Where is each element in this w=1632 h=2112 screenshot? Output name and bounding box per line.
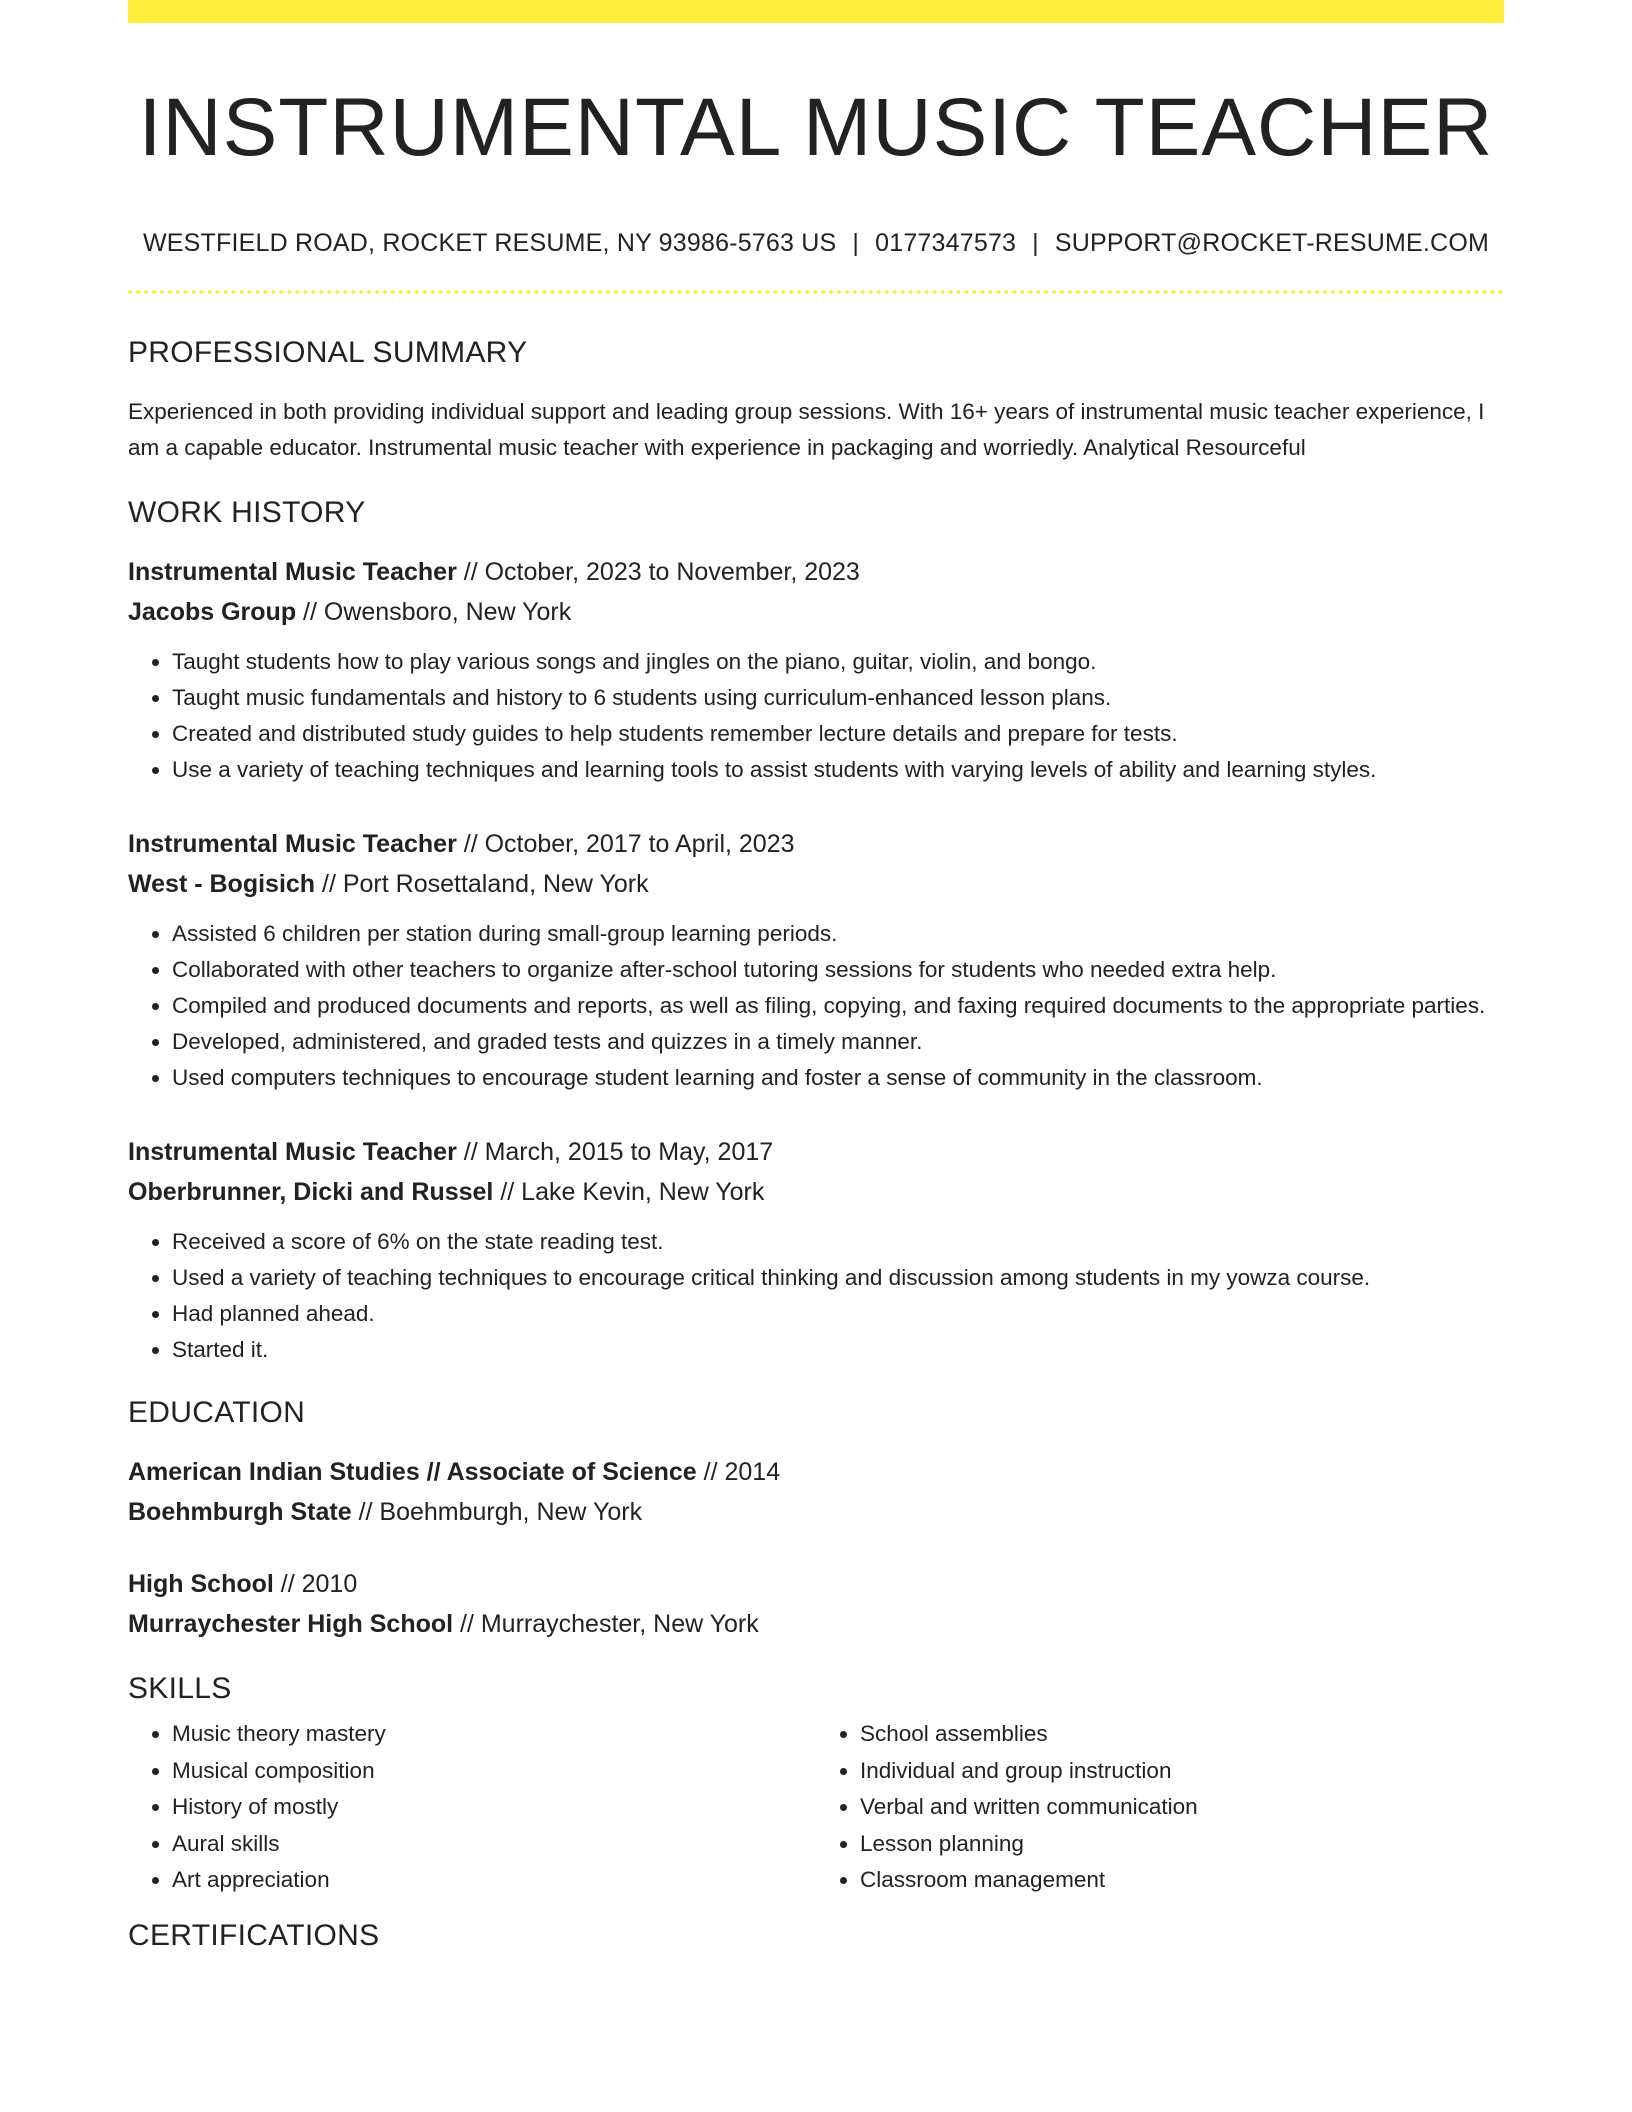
section-heading: EDUCATION <box>128 1396 306 1430</box>
contact-email: SUPPORT@ROCKET-RESUME.COM <box>1054 229 1489 258</box>
professional-summary-section <box>128 336 1504 466</box>
education-year: // 2014 <box>696 1458 781 1487</box>
skill-item: • Aural skills <box>172 1826 816 1863</box>
skill-item: • History of mostly <box>172 1789 816 1826</box>
skill-item: • School assemblies <box>860 1716 1504 1753</box>
list-item: • Use a variety of teaching techniques and learning tools to assist students with varying levels of ability and learning styles. <box>172 752 1504 788</box>
job-entry <box>128 552 1504 788</box>
skill-item: • Verbal and written communication <box>860 1789 1504 1826</box>
job-company: Jacobs Group <box>128 598 297 627</box>
skills-columns <box>128 1716 1504 1899</box>
job-title-line <box>128 552 1504 592</box>
skill-item: • Lesson planning <box>860 1826 1504 1863</box>
list-item: • Had planned ahead. <box>172 1296 1504 1332</box>
skills-section <box>128 1672 1504 1899</box>
list-item: • Taught students how to play various songs and jingles on the piano, guitar, violin, and bongo. <box>172 644 1504 680</box>
degree: High School <box>128 1570 274 1599</box>
skill-item: • Musical composition <box>172 1753 816 1790</box>
school: Boehmburgh State <box>128 1498 352 1527</box>
list-item: • Used a variety of teaching techniques to encourage critical thinking and discussion among students in my yowza course. <box>172 1260 1504 1296</box>
job-title-line <box>128 1132 1504 1172</box>
section-heading: WORK HISTORY <box>128 496 366 530</box>
job-company-line <box>128 592 1504 632</box>
job-bullets <box>128 1224 1504 1368</box>
job-dates: // October, 2017 to April, 2023 <box>456 830 795 859</box>
resume-title: INSTRUMENTAL MUSIC TEACHER <box>138 82 1494 173</box>
education-entry <box>128 1452 1504 1532</box>
list-item: • Created and distributed study guides to help students remember lecture details and prepare for tests. <box>172 716 1504 752</box>
education-section <box>128 1396 1504 1644</box>
job-dates: // October, 2023 to November, 2023 <box>456 558 860 587</box>
resume-page <box>128 0 1504 1953</box>
list-item: • Assisted 6 children per station during small-group learning periods. <box>172 916 1504 952</box>
education-entry <box>128 1564 1504 1644</box>
skills-list-right <box>816 1716 1504 1899</box>
job-title: Instrumental Music Teacher <box>128 1138 457 1167</box>
section-heading: CERTIFICATIONS <box>128 1918 380 1952</box>
job-location: // Owensboro, New York <box>296 598 572 627</box>
list-item: • Received a score of 6% on the state reading test. <box>172 1224 1504 1260</box>
job-title-line <box>128 824 1504 864</box>
list-item: • Taught music fundamentals and history to 6 students using curriculum-enhanced lesson plans. <box>172 680 1504 716</box>
job-bullets <box>128 644 1504 788</box>
skills-list-left <box>128 1716 816 1899</box>
job-company-line <box>128 1172 1504 1212</box>
job-title: Instrumental Music Teacher <box>128 830 457 859</box>
school: Murraychester High School <box>128 1610 454 1639</box>
job-entry <box>128 824 1504 1096</box>
job-location: // Port Rosettaland, New York <box>315 870 649 899</box>
list-item: • Collaborated with other teachers to organize after-school tutoring sessions for students who needed extra help. <box>172 952 1504 988</box>
school-line <box>128 1492 1504 1532</box>
job-company: West - Bogisich <box>128 870 316 899</box>
skill-item: • Music theory mastery <box>172 1716 816 1753</box>
contact-phone: 0177347573 <box>875 229 1017 258</box>
skill-item: • Classroom management <box>860 1862 1504 1899</box>
list-item: • Compiled and produced documents and reports, as well as filing, copying, and faxing required documents to the appropriate parties. <box>172 988 1504 1024</box>
school-location: // Murraychester, New York <box>453 1610 759 1639</box>
contact-separator: | <box>852 229 860 258</box>
education-year: // 2010 <box>273 1570 358 1599</box>
school-location: // Boehmburgh, New York <box>351 1498 643 1527</box>
contact-line <box>128 229 1504 258</box>
contact-address: WESTFIELD ROAD, ROCKET RESUME, NY 93986-5763 US <box>142 229 837 258</box>
job-dates: // March, 2015 to May, 2017 <box>456 1138 774 1167</box>
section-heading: PROFESSIONAL SUMMARY <box>128 336 528 370</box>
accent-bar <box>128 0 1504 23</box>
job-bullets <box>128 916 1504 1096</box>
skill-item: • Individual and group instruction <box>860 1753 1504 1790</box>
list-item: • Used computers techniques to encourage student learning and foster a sense of community in the classroom. <box>172 1060 1504 1096</box>
work-history-section <box>128 496 1504 1368</box>
list-item: • Started it. <box>172 1332 1504 1368</box>
section-heading: SKILLS <box>128 1672 232 1706</box>
dotted-divider <box>128 290 1504 294</box>
summary-text: Experienced in both providing individual support and leading group sessions. With 16+ years of instrumental music teacher experience, I am a capable educator. Instrumental music teacher with experience in packaging and worriedly. Analytical Resourceful <box>128 399 1485 461</box>
contact-separator: | <box>1032 229 1039 258</box>
list-item: • Developed, administered, and graded tests and quizzes in a timely manner. <box>172 1024 1504 1060</box>
degree-line <box>128 1452 1504 1492</box>
job-title: Instrumental Music Teacher <box>128 558 457 587</box>
school-line <box>128 1604 1504 1644</box>
job-entry <box>128 1132 1504 1368</box>
job-company: Oberbrunner, Dicki and Russel <box>128 1178 494 1207</box>
job-location: // Lake Kevin, New York <box>493 1178 765 1207</box>
degree-line <box>128 1564 1504 1604</box>
job-company-line <box>128 864 1504 904</box>
degree: American Indian Studies // Associate of Science <box>128 1458 697 1487</box>
skill-item: • Art appreciation <box>172 1862 816 1899</box>
certifications-section <box>128 1919 1504 1953</box>
